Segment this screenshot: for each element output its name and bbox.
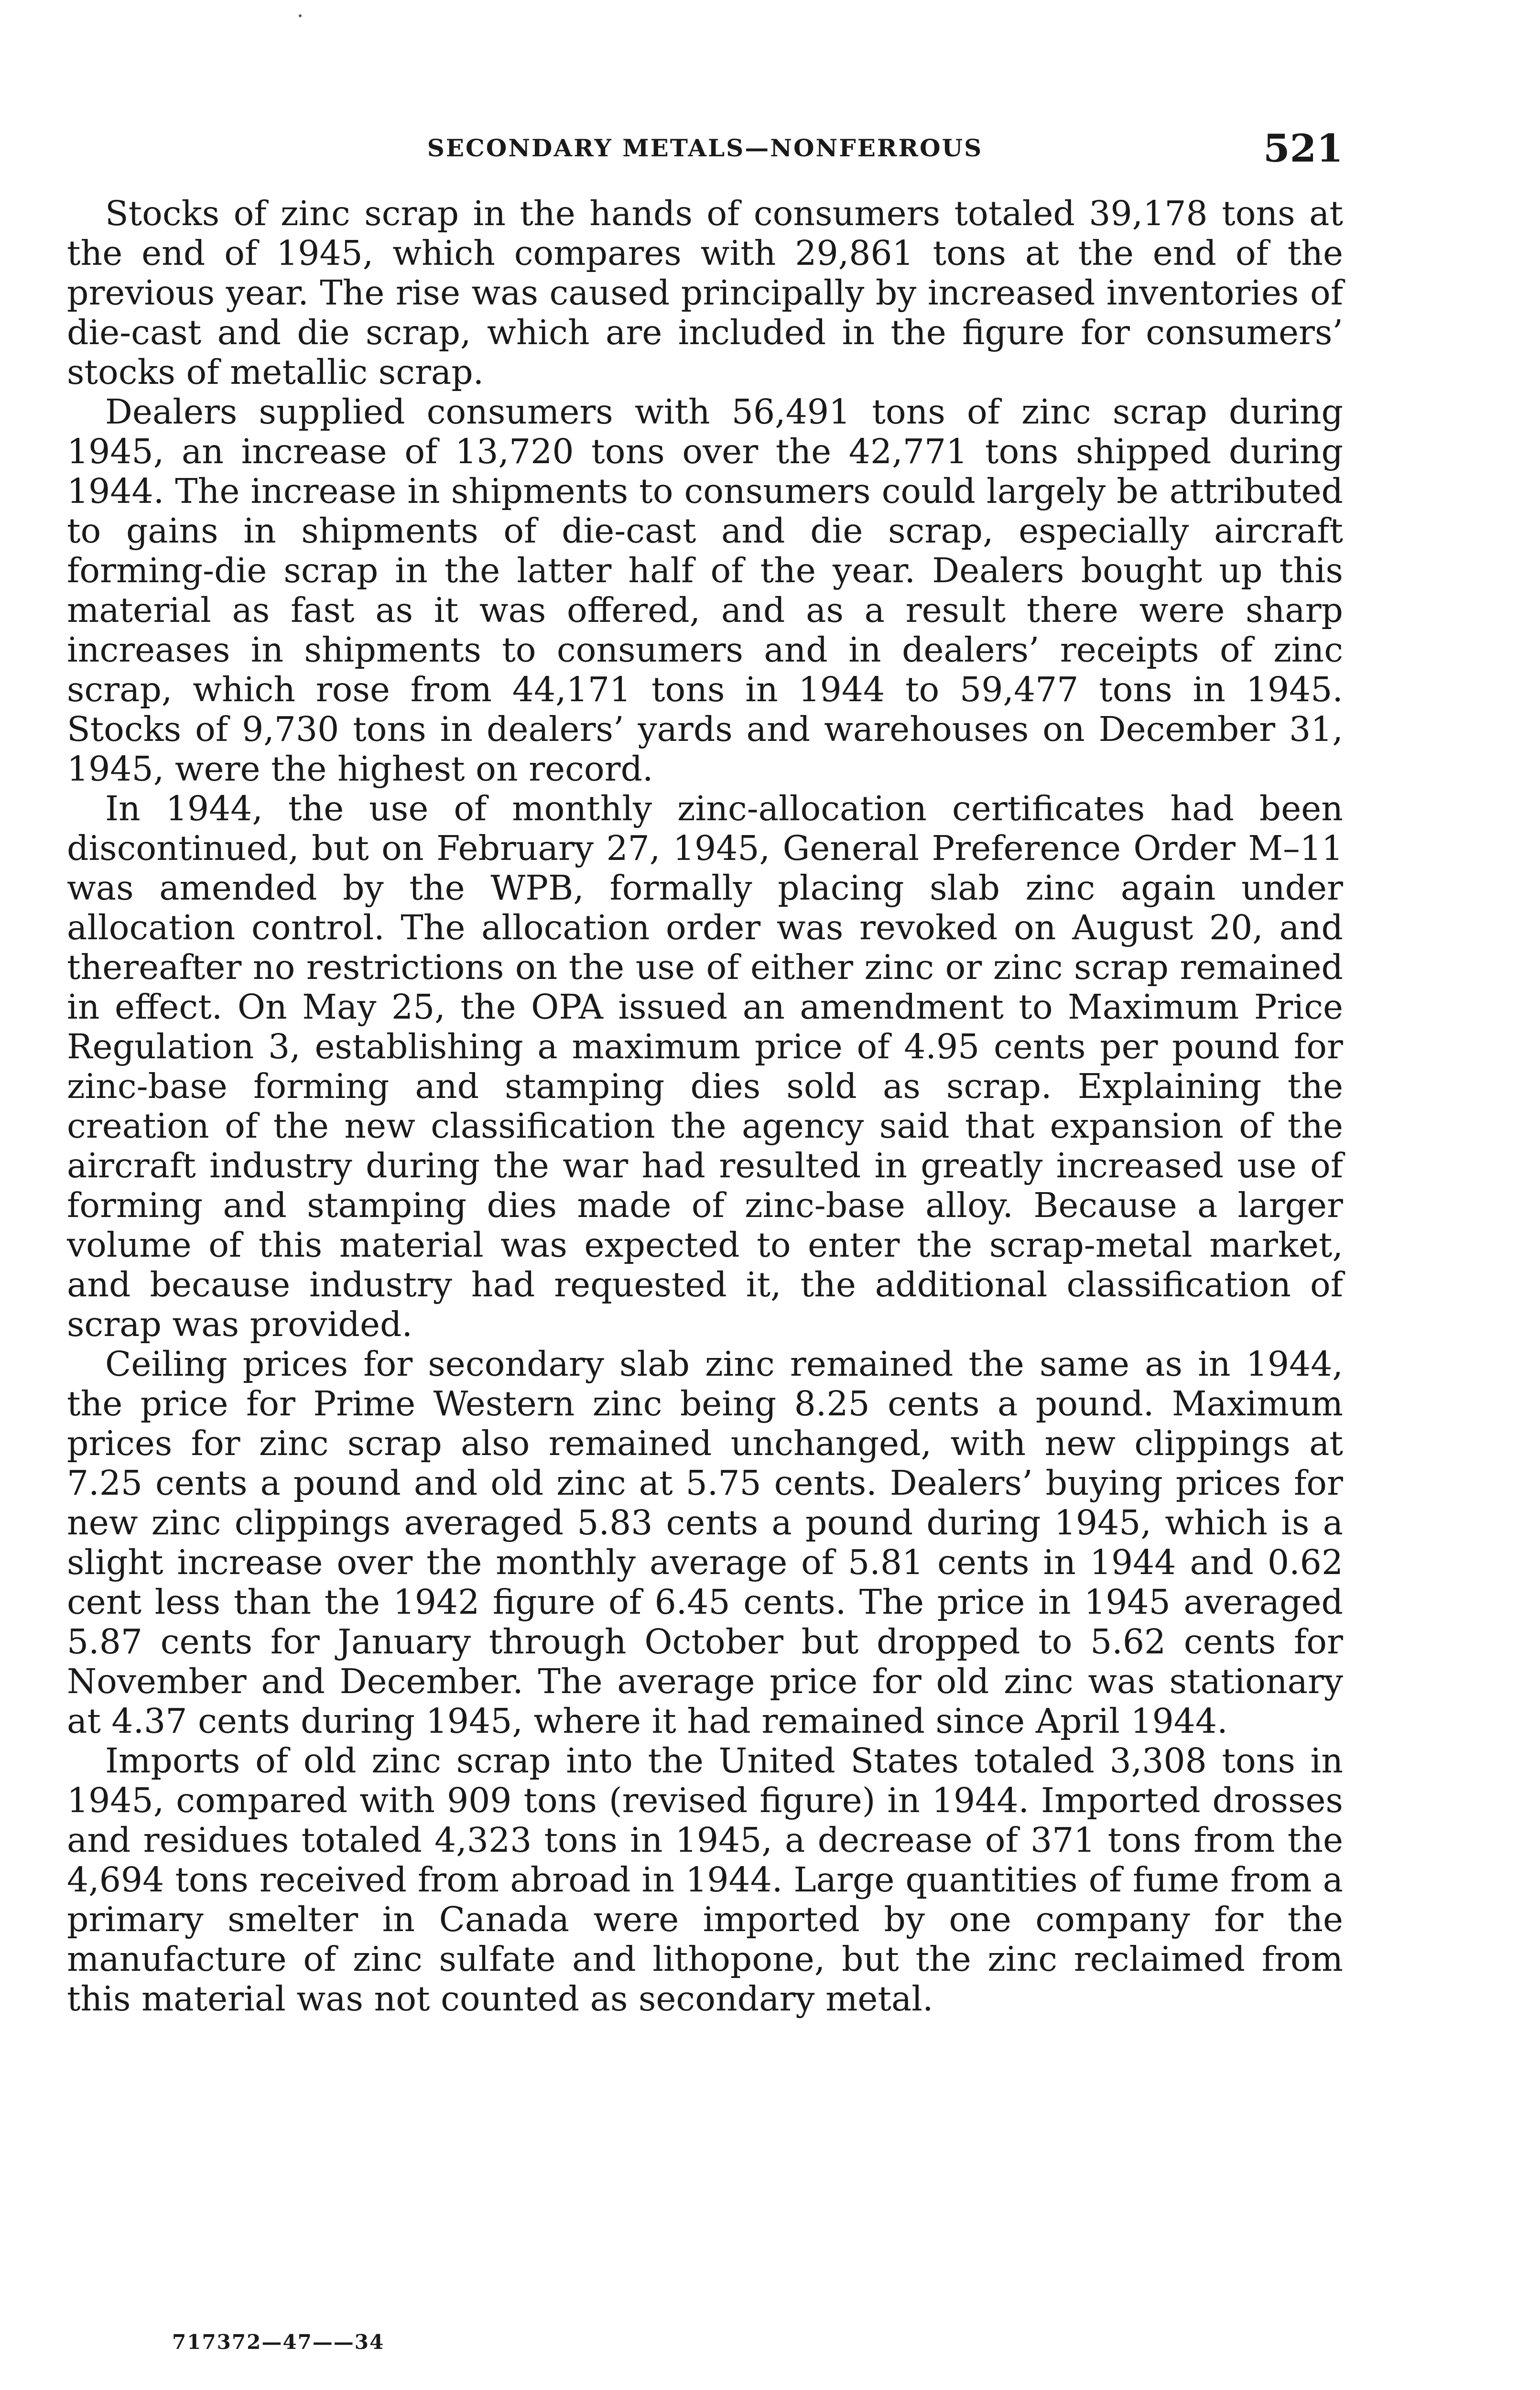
page-header — [67, 122, 1343, 174]
paragraph-dealer-shipments: Dealers supplied consumers with 56,491 tons of zinc scrap during 1945, an increase of 13,720 tons over the 42,771 tons shipped during 1944. The increase in shipments to consumers could largely be attributed to gains in shipments of die-cast and die scrap, especially aircraft forming-die scrap in the latter half of the year. Dealers bought up this material as fast as it was offered, and as a result there were sharp increases in shipments to consumers and in dealers’ receipts of zinc scrap, which rose from 44,171 tons in 1944 to 59,477 tons in 1945. Stocks of 9,730 tons in dealers’ yards and warehouses on December 31, 1945, were the highest on record. — [67, 392, 1343, 789]
body-text — [67, 194, 1343, 2019]
running-head: SECONDARY METALS—NONFERROUS — [427, 134, 983, 162]
print-code: 717372—47——34 — [172, 2330, 385, 2354]
paragraph-ceiling-prices: Ceiling prices for secondary slab zinc remained the same as in 1944, the price for Prime Western zinc being 8.25 cents a pound. Maximum prices for zinc scrap also remained unchanged, with new clippings at 7.25 cents a pound and old zinc at 5.75 cents. Dealers’ buying prices for new zinc clippings averaged 5.83 cents a pound during 1945, which is a slight increase over the monthly average of 5.81 cents in 1944 and 0.62 cent less than the 1942 figure of 6.45 cents. The price in 1945 averaged 5.87 cents for January through October but dropped to 5.62 cents for November and December. The average price for old zinc was stationary at 4.37 cents during 1945, where it had remained since April 1944. — [67, 1344, 1343, 1741]
print-speck — [299, 14, 302, 17]
paragraph-imports: Imports of old zinc scrap into the United States totaled 3,308 tons in 1945, compared with 909 tons (revised figure) in 1944. Imported drosses and residues totaled 4,323 tons in 1945, a decrease of 371 tons from the 4,694 tons received from abroad in 1944. Large quantities of fume from a primary smelter in Canada were imported by one company for the manufacture of zinc sulfate and lithopone, but the zinc reclaimed from this material was not counted as secondary metal. — [67, 1741, 1343, 2019]
paragraph-allocation-control: In 1944, the use of monthly zinc-allocation certificates had been discontinued, but on February 27, 1945, General Preference Order M–11 was amended by the WPB, formally placing slab zinc again under allocation control. The allocation order was revoked on August 20, and thereafter no restrictions on the use of either zinc or zinc scrap remained in effect. On May 25, the OPA issued an amendment to Maximum Price Regulation 3, establishing a maximum price of 4.95 cents per pound for zinc-base forming and stamping dies sold as scrap. Explaining the creation of the new classification the agency said that expansion of the aircraft industry during the war had resulted in greatly increased use of forming and stamping dies made of zinc-base alloy. Because a larger volume of this material was expected to enter the scrap-metal market, and because industry had requested it, the additional classification of scrap was provided. — [67, 789, 1343, 1344]
page-number: 521 — [1263, 126, 1343, 171]
paragraph-zinc-scrap-stocks: Stocks of zinc scrap in the hands of consumers totaled 39,178 tons at the end of 1945, which compares with 29,861 tons at the end of the previous year. The rise was caused principally by increased inventories of die-cast and die scrap, which are included in the figure for consumers’ stocks of metallic scrap. — [67, 194, 1343, 392]
